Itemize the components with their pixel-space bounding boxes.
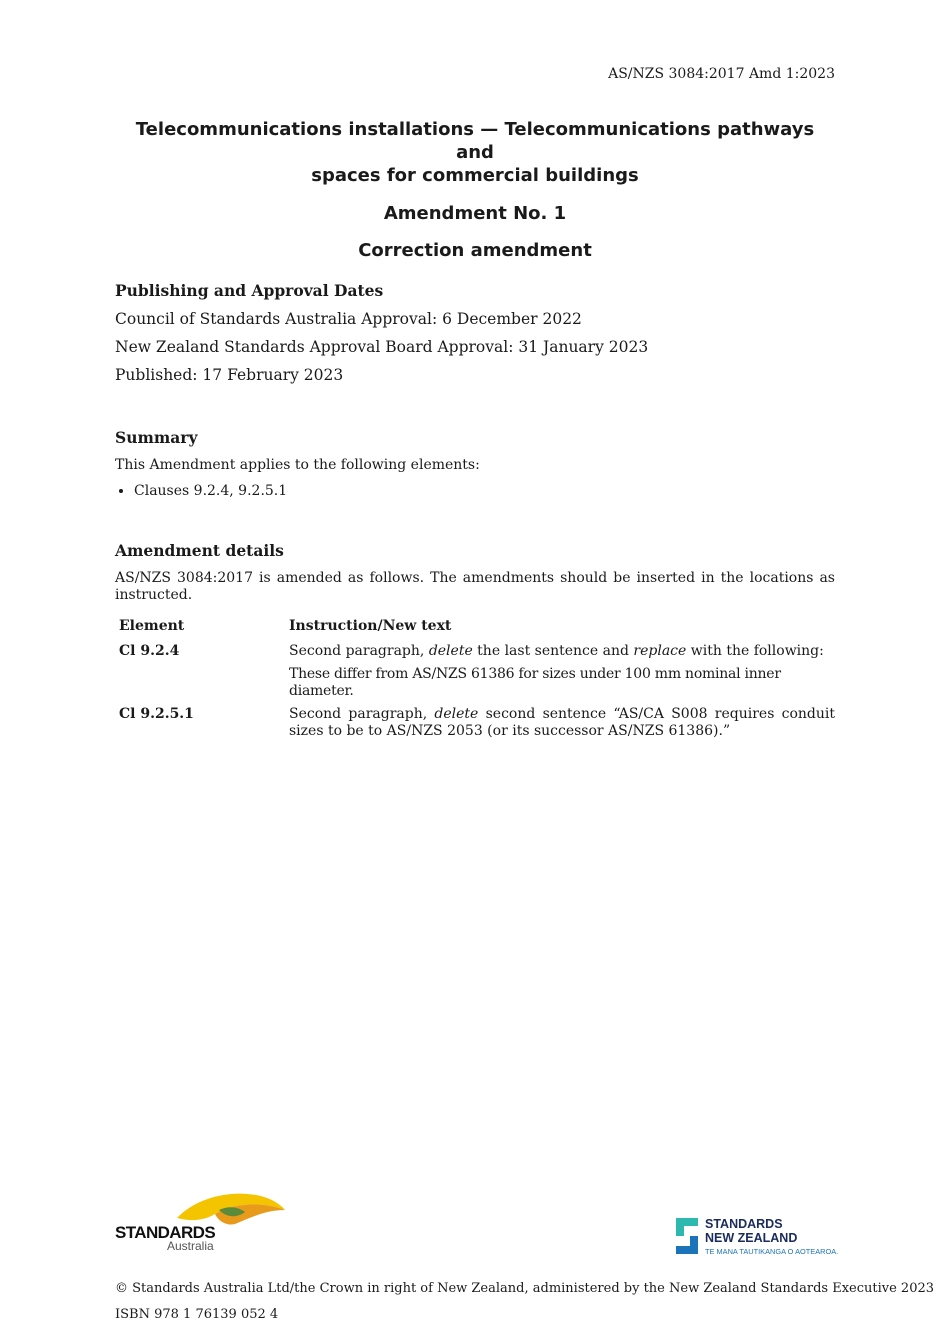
summary-section [115, 428, 835, 499]
instruction-cell: Second paragraph, delete second sentence “AS/CA S008 requires conduit sizes to be to AS/NZS 2053 (or its successor AS/NZS 61386).” [289, 706, 835, 739]
publishing-heading: Publishing and Approval Dates [115, 281, 384, 300]
amendment-table [115, 618, 835, 746]
snz-line-2: NEW ZEALAND [705, 1231, 798, 1245]
snz-line-3: TE MANA TAUTIKANGA O AOTEAROA. [705, 1247, 839, 1256]
title-line-1: Telecommunications installations — Telecommunications pathways and [135, 119, 815, 163]
list-item: • Clauses 9.2.4, 9.2.5.1 [134, 483, 835, 499]
table-row [115, 643, 835, 666]
element-cell: Cl 9.2.5.1 [119, 706, 194, 722]
table-row [115, 706, 835, 746]
approval-line-nz: New Zealand Standards Approval Board Approval: 31 January 2023 [115, 338, 649, 356]
details-heading: Amendment details [115, 541, 284, 560]
table-header-row [115, 618, 835, 643]
instruction-cell: Second paragraph, delete the last sentence and replace with the following: [289, 643, 824, 659]
copyright-notice: © Standards Australia Ltd/the Crown in right of New Zealand, administered by the New Zealand Standards Executive 2023 [115, 1281, 935, 1296]
element-cell [115, 666, 285, 706]
summary-list [115, 483, 835, 499]
instruction-cell: These differ from AS/NZS 61386 for sizes under 100 mm nominal inner diameter. [289, 666, 781, 699]
snz-emblem-icon [676, 1218, 698, 1254]
sa-subtitle: Australia [167, 1239, 214, 1252]
document-title [115, 118, 835, 187]
published-line: Published: 17 February 2023 [115, 366, 344, 384]
summary-intro: This Amendment applies to the following elements: [115, 457, 480, 473]
amendment-type: Correction amendment [358, 240, 592, 261]
amendment-number: Amendment No. 1 [383, 203, 567, 224]
table-row [115, 666, 835, 706]
element-cell: Cl 9.2.4 [119, 643, 180, 659]
document-id: AS/NZS 3084:2017 Amd 1:2023 [608, 66, 835, 82]
isbn: ISBN 978 1 76139 052 4 [115, 1307, 279, 1322]
column-header-element: Element [119, 618, 185, 634]
standards-australia-logo [115, 1188, 290, 1252]
column-header-instruction: Instruction/New text [289, 618, 452, 634]
details-section [115, 541, 835, 604]
sa-wordmark: STANDARDS [115, 1223, 216, 1242]
approval-line-sa: Council of Standards Australia Approval: 6 December 2022 [115, 310, 582, 328]
summary-heading: Summary [115, 428, 198, 447]
standards-new-zealand-logo [676, 1214, 846, 1258]
title-line-2: spaces for commercial buildings [311, 165, 639, 186]
snz-line-1: STANDARDS [705, 1217, 783, 1231]
publishing-section [115, 281, 835, 384]
details-intro: AS/NZS 3084:2017 is amended as follows. The amendments should be inserted in the locations as instructed. [115, 570, 835, 603]
title-block [115, 118, 835, 261]
